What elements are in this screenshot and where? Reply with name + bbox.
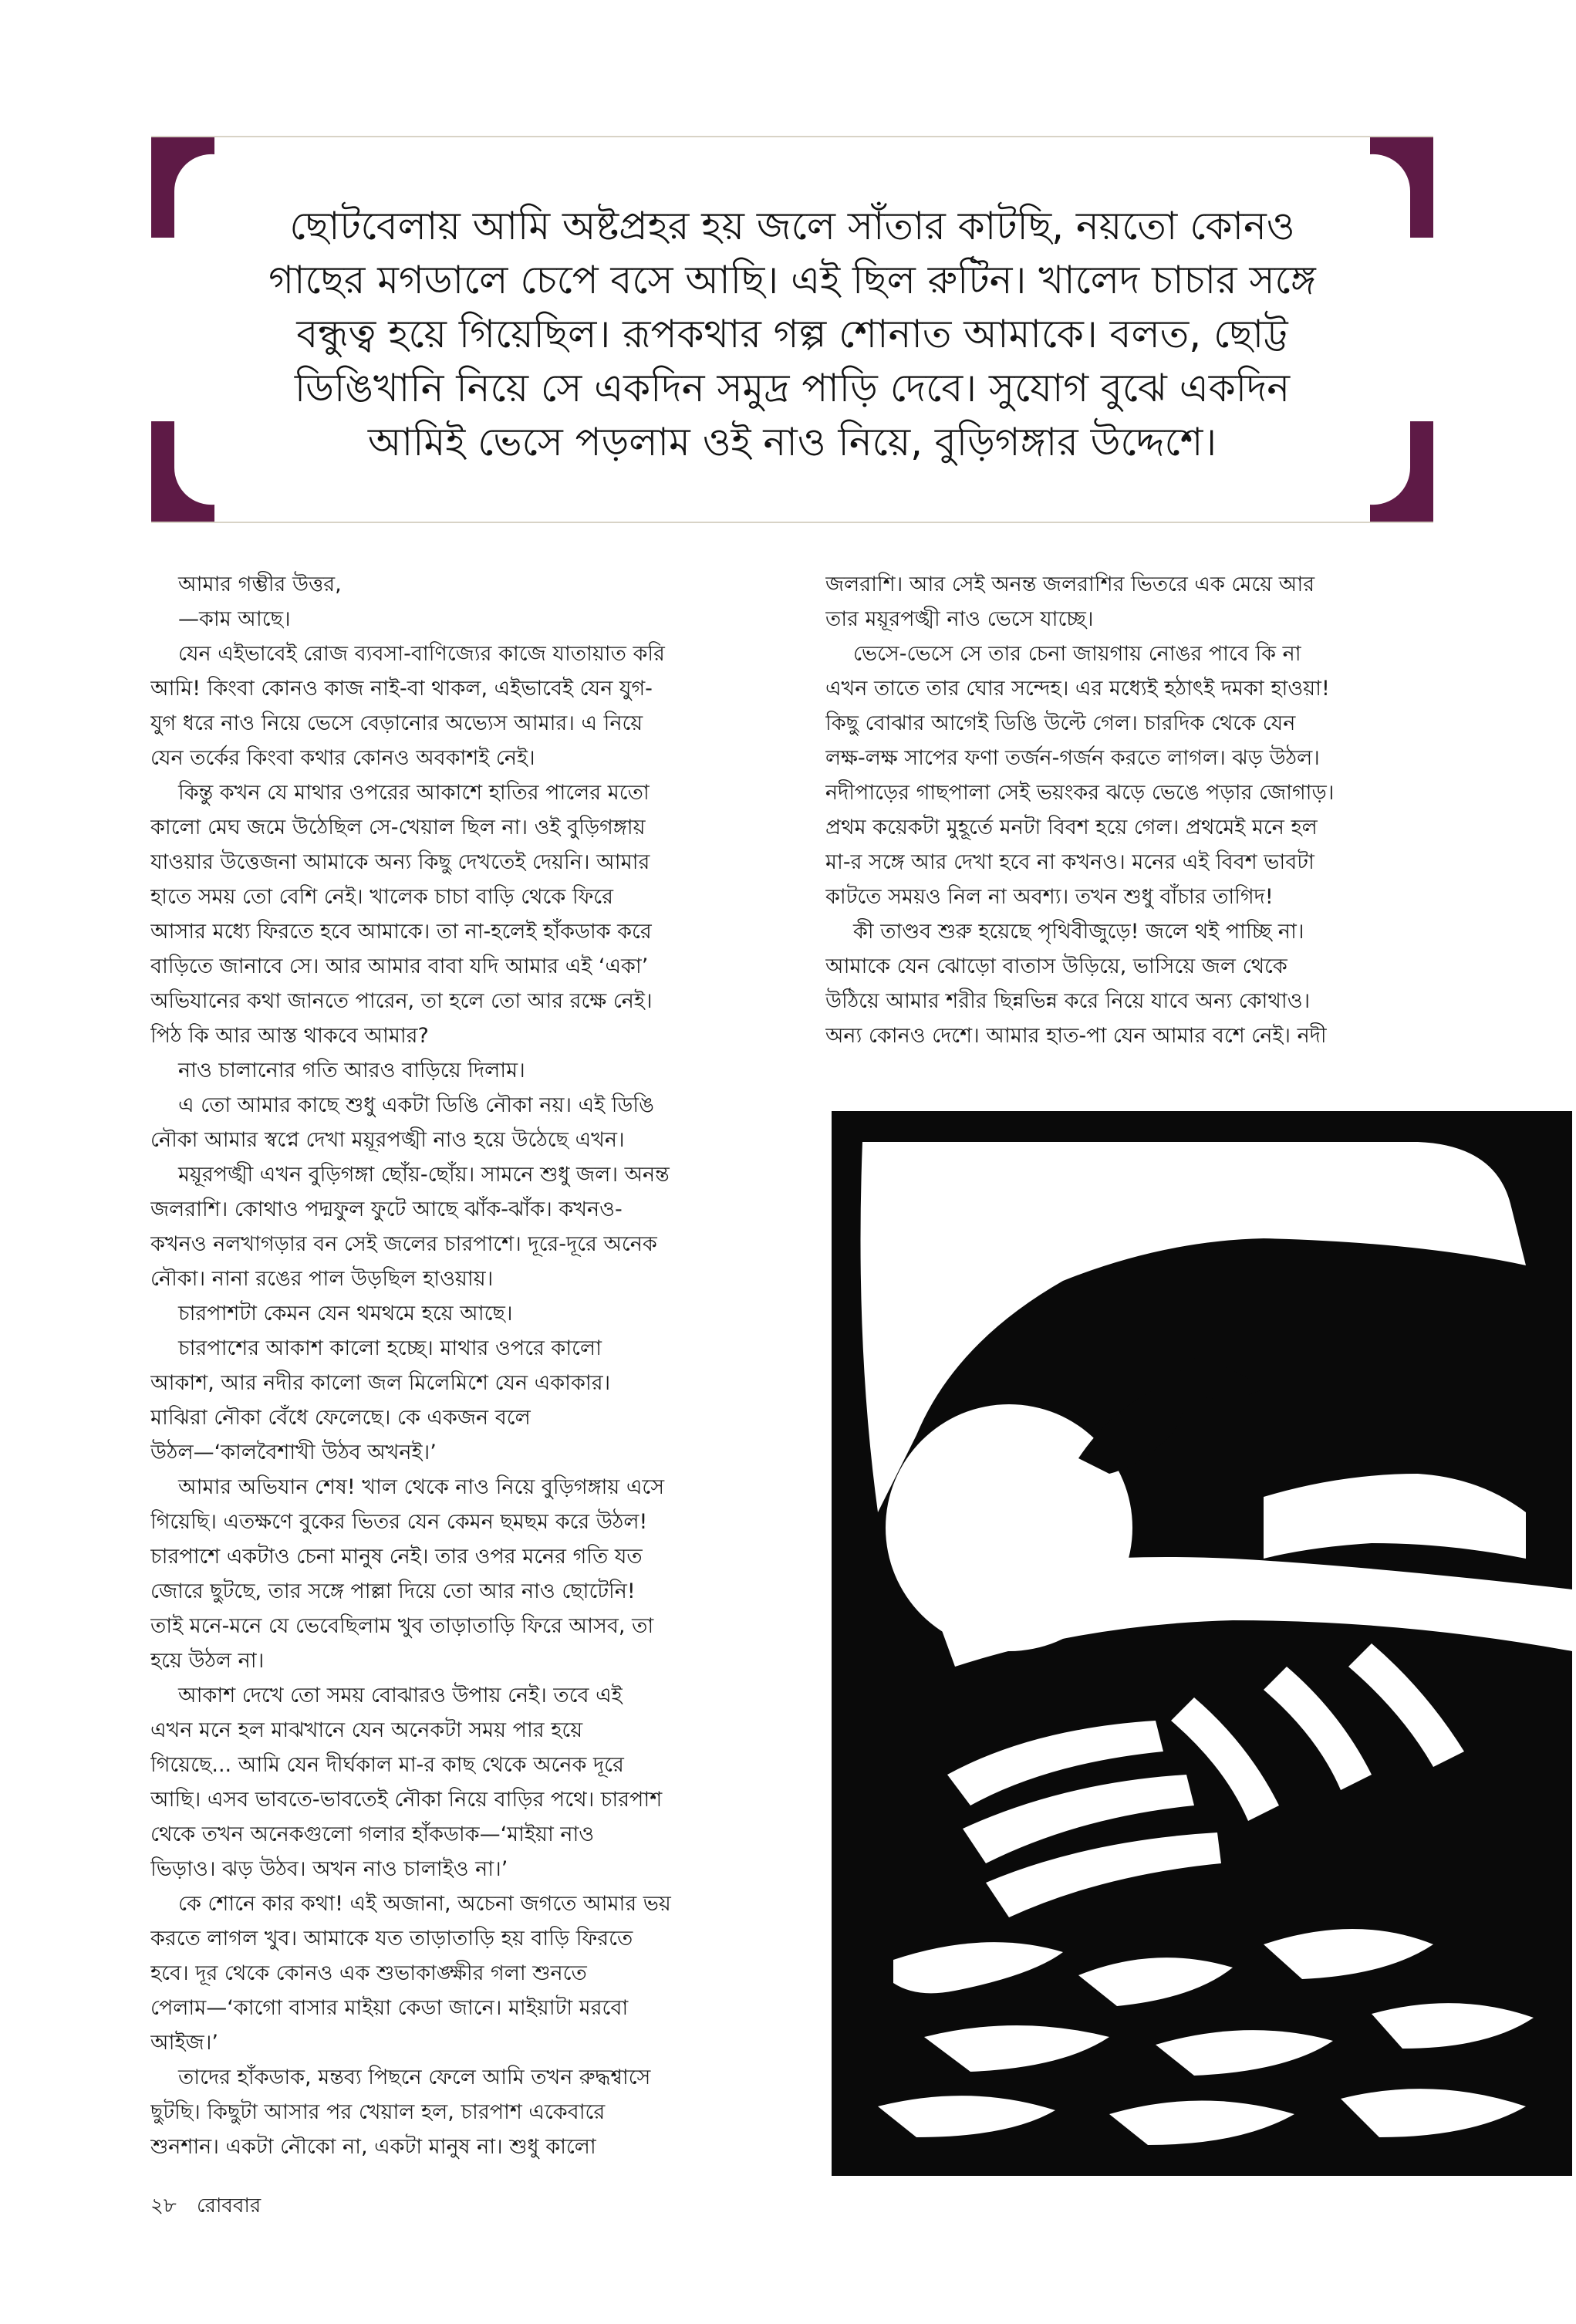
text-line: জলরাশি। কোথাও পদ্মফুল ফুটে আছে ঝাঁক-ঝাঁক। কখনও-: [150, 1197, 623, 1221]
text-line: কী তাণ্ডব শুরু হয়েছে পৃথিবীজুড়ে! জলে থই পাচ্ছি না।: [853, 920, 1304, 944]
text-line: লক্ষ-লক্ষ সাপের ফণা তর্জন-গর্জন করতে লাগল। ঝড় উঠল।: [825, 746, 1320, 770]
text-line: ভেসে-ভেসে সে তার চেনা জায়গায় নোঙর পাবে কি না: [853, 642, 1301, 666]
text-line: বাড়িতে জানাবে সে। আর আমার বাবা যদি আমার এই ‘একা’: [150, 954, 649, 978]
text-line: আমাকে যেন ঝোড়ো বাতাস উড়িয়ে, ভাসিয়ে জল থেকে: [825, 954, 1287, 978]
text-line: মাঝিরা নৌকা বেঁধে ফেলেছে। কে একজন বলে: [150, 1406, 531, 1430]
text-line: আমার গম্ভীর উত্তর,: [178, 573, 342, 596]
text-line: ছুটছি। কিছুটা আসার পর খেয়াল হল, চারপাশ একেবারে: [150, 2100, 606, 2124]
text-line: যাওয়ার উত্তেজনা আমাকে অন্য কিছু দেখতেই দেয়নি। আমার: [150, 850, 650, 874]
corner-ornament-bottom-left: [151, 421, 214, 522]
text-line: আমি! কিংবা কোনও কাজ নাই-বা থাকল, এইভাবেই যেন যুগ-: [150, 677, 653, 701]
text-line: অন্য কোনও দেশে। আমার হাত-পা যেন আমার বশে নেই। নদী: [825, 1024, 1327, 1048]
text-line: যুগ ধরে নাও নিয়ে ভেসে বেড়ানোর অভ্যেস আমার। এ নিয়ে: [150, 711, 643, 735]
text-line: আকাশ দেখে তো সময় বোঝারও উপায় নেই। তবে এই: [178, 1684, 623, 1708]
text-line: কিছু বোঝার আগেই ডিঙি উল্টে গেল। চারদিক থেকে যেন: [825, 711, 1296, 735]
text-line: এ তো আমার কাছে শুধু একটা ডিঙি নৌকা নয়। এই ডিঙি: [178, 1093, 654, 1117]
pull-quote-line: আমিই ভেসে পড়লাম ওই নাও নিয়ে, বুড়িগঙ্গার উদ্দেশে।: [367, 420, 1217, 464]
text-line: জলরাশি। আর সেই অনন্ত জলরাশির ভিতরে এক মেয়ে আর: [825, 573, 1315, 596]
corner-ornament-top-left: [151, 137, 214, 238]
pull-quote-line: বন্ধুত্ব হয়ে গিয়েছিল। রূপকথার গল্প শোনাত আমাকে। বলত, ছোট্ট: [296, 312, 1288, 356]
text-line: কখনও নলখাগড়ার বন সেই জলের চারপাশে। দূরে-দূরে অনেক: [150, 1232, 657, 1256]
magazine-name: রোববার: [197, 2194, 262, 2218]
text-line: কিন্তু কখন যে মাথার ওপরের আকাশে হাতির পালের মতো: [178, 781, 650, 805]
text-line: কালো মেঘ জমে উঠেছিল সে-খেয়াল ছিল না। ওই বুড়িগঙ্গায়: [150, 816, 646, 839]
text-line: আইজ।’: [150, 2031, 218, 2055]
text-line: তাই মনে-মনে যে ভেবেছিলাম খুব তাড়াতাড়ি ফিরে আসব, তা: [150, 1614, 654, 1638]
text-line: হয়ে উঠল না।: [150, 1649, 265, 1673]
text-line: আকাশ, আর নদীর কালো জল মিলেমিশে যেন একাকার।: [150, 1371, 611, 1395]
text-line: নদীপাড়ের গাছপালা সেই ভয়ংকর ঝড়ে ভেঙে পড়ার জোগাড়।: [825, 781, 1335, 805]
corner-ornament-top-right: [1370, 137, 1433, 238]
text-line: পেলাম—‘কাগো বাসার মাইয়া কেডা জানে। মাইয়াটা মরবো: [150, 1996, 629, 2020]
text-line: কাটতে সময়ও নিল না অবশ্য। তখন শুধু বাঁচার তাগিদ!: [825, 885, 1274, 909]
text-line: এখন মনে হল মাঝখানে যেন অনেকটা সময় পার হয়ে: [150, 1718, 583, 1742]
woodcut-illustration: [832, 1111, 1572, 2176]
text-line: অভিযানের কথা জানতে পারেন, তা হলে তো আর রক্ষে নেই।: [150, 989, 653, 1013]
text-line: কে শোনে কার কথা! এই অজানা, অচেনা জগতে আমার ভয়: [178, 1892, 671, 1916]
text-line: উঠল—‘কালবৈশাখী উঠব অখনই।’: [150, 1441, 437, 1464]
text-line: হবে। দূর থেকে কোনও এক শুভাকাঙ্ক্ষীর গলা শুনতে: [150, 1961, 587, 1985]
text-line: চারপাশে একটাও চেনা মানুষ নেই। তার ওপর মনের গতি যত: [150, 1545, 643, 1569]
text-line: চারপাশটা কেমন যেন থমথমে হয়ে আছে।: [178, 1302, 513, 1326]
text-line: —কাম আছে।: [178, 607, 291, 631]
text-line: তাদের হাঁকডাক, মন্তব্য পিছনে ফেলে আমি তখন রুদ্ধশ্বাসে: [178, 2066, 651, 2089]
pull-quote-box: [151, 136, 1433, 523]
text-line: মা-র সঙ্গে আর দেখা হবে না কখনও। মনের এই বিবশ ভাবটা: [825, 850, 1314, 874]
text-line: হাতে সময় তো বেশি নেই। খালেক চাচা বাড়ি থেকে ফিরে: [150, 885, 614, 909]
pull-quote-line: ডিঙিখানি নিয়ে সে একদিন সমুদ্র পাড়ি দেবে। সুযোগ বুঝে একদিন: [294, 366, 1291, 410]
pull-quote-line: ছোটবেলায় আমি অষ্টপ্রহর হয় জলে সাঁতার কাটছি, নয়তো কোনও: [289, 204, 1295, 248]
text-line: আমার অভিযান শেষ! খাল থেকে নাও নিয়ে বুড়িগঙ্গায় এসে: [178, 1475, 665, 1499]
text-line: যেন তর্কের কিংবা কথার কোনও অবকাশই নেই।: [150, 746, 535, 770]
text-line: আসার মধ্যে ফিরতে হবে আমাকে। তা না-হলেই হাঁকডাক করে: [150, 920, 652, 944]
text-line: চারপাশের আকাশ কালো হচ্ছে। মাথার ওপরে কালো: [178, 1336, 602, 1360]
text-line: আছি। এসব ভাবতে-ভাবতেই নৌকা নিয়ে বাড়ির পথে। চারপাশ: [150, 1788, 663, 1812]
page-folio: [150, 2190, 275, 2224]
pull-quote-line: গাছের মগডালে চেপে বসে আছি। এই ছিল রুটিন। খালেদ চাচার সঙ্গে: [268, 258, 1316, 302]
text-line: তার ময়ূরপঙ্খী নাও ভেসে যাচ্ছে।: [825, 607, 1094, 631]
text-line: শুনশান। একটা নৌকো না, একটা মানুষ না। শুধু কালো: [150, 2135, 596, 2159]
text-line: এখন তাতে তার ঘোর সন্দেহ। এর মধ্যেই হঠাৎই দমকা হাওয়া!: [825, 677, 1330, 701]
text-line: নৌকা আমার স্বপ্নে দেখা ময়ূরপঙ্খী নাও হয়ে উঠেছে এখন।: [150, 1128, 625, 1152]
text-line: জোরে ছুটছে, তার সঙ্গে পাল্লা দিয়ে তো আর নাও ছোটেনি!: [150, 1579, 636, 1603]
text-line: গিয়েছি। এতক্ষণে বুকের ভিতর যেন কেমন ছমছম করে উঠল!: [150, 1510, 648, 1534]
text-line: নৌকা। নানা রঙের পাল উড়ছিল হাওয়ায়।: [150, 1267, 494, 1291]
page-number: ২৮: [150, 2194, 177, 2218]
body-text-right-column: [825, 567, 1435, 1053]
text-line: ময়ূরপঙ্খী এখন বুড়িগঙ্গা ছোঁয়-ছোঁয়। সামনে শুধু জল। অনন্ত: [178, 1163, 670, 1187]
text-line: উঠিয়ে আমার শরীর ছিন্নভিন্ন করে নিয়ে যাবে অন্য কোথাও।: [825, 989, 1311, 1013]
corner-ornament-bottom-right: [1370, 421, 1433, 522]
text-line: যেন এইভাবেই রোজ ব্যবসা-বাণিজ্যের কাজে যাতায়াত করি: [178, 642, 665, 666]
text-line: পিঠ কি আর আস্ত থাকবে আমার?: [150, 1024, 429, 1048]
text-line: করতে লাগল খুব। আমাকে যত তাড়াতাড়ি হয় বাড়ি ফিরতে: [150, 1927, 633, 1951]
body-text-left-column: [150, 567, 768, 2164]
text-line: ভিড়াও। ঝড় উঠব। অখন নাও চালাইও না।’: [150, 1857, 508, 1881]
text-line: থেকে তখন অনেকগুলো গলার হাঁকডাক—‘মাইয়া নাও: [150, 1822, 595, 1846]
text-line: নাও চালানোর গতি আরও বাড়িয়ে দিলাম।: [178, 1059, 525, 1083]
pull-quote-text: [236, 199, 1348, 469]
text-line: গিয়েছে... আমি যেন দীর্ঘকাল মা-র কাছ থেকে অনেক দূরে: [150, 1753, 624, 1777]
text-line: প্রথম কয়েকটা মুহূর্তে মনটা বিবশ হয়ে গেল। প্রথমেই মনে হল: [825, 816, 1318, 839]
